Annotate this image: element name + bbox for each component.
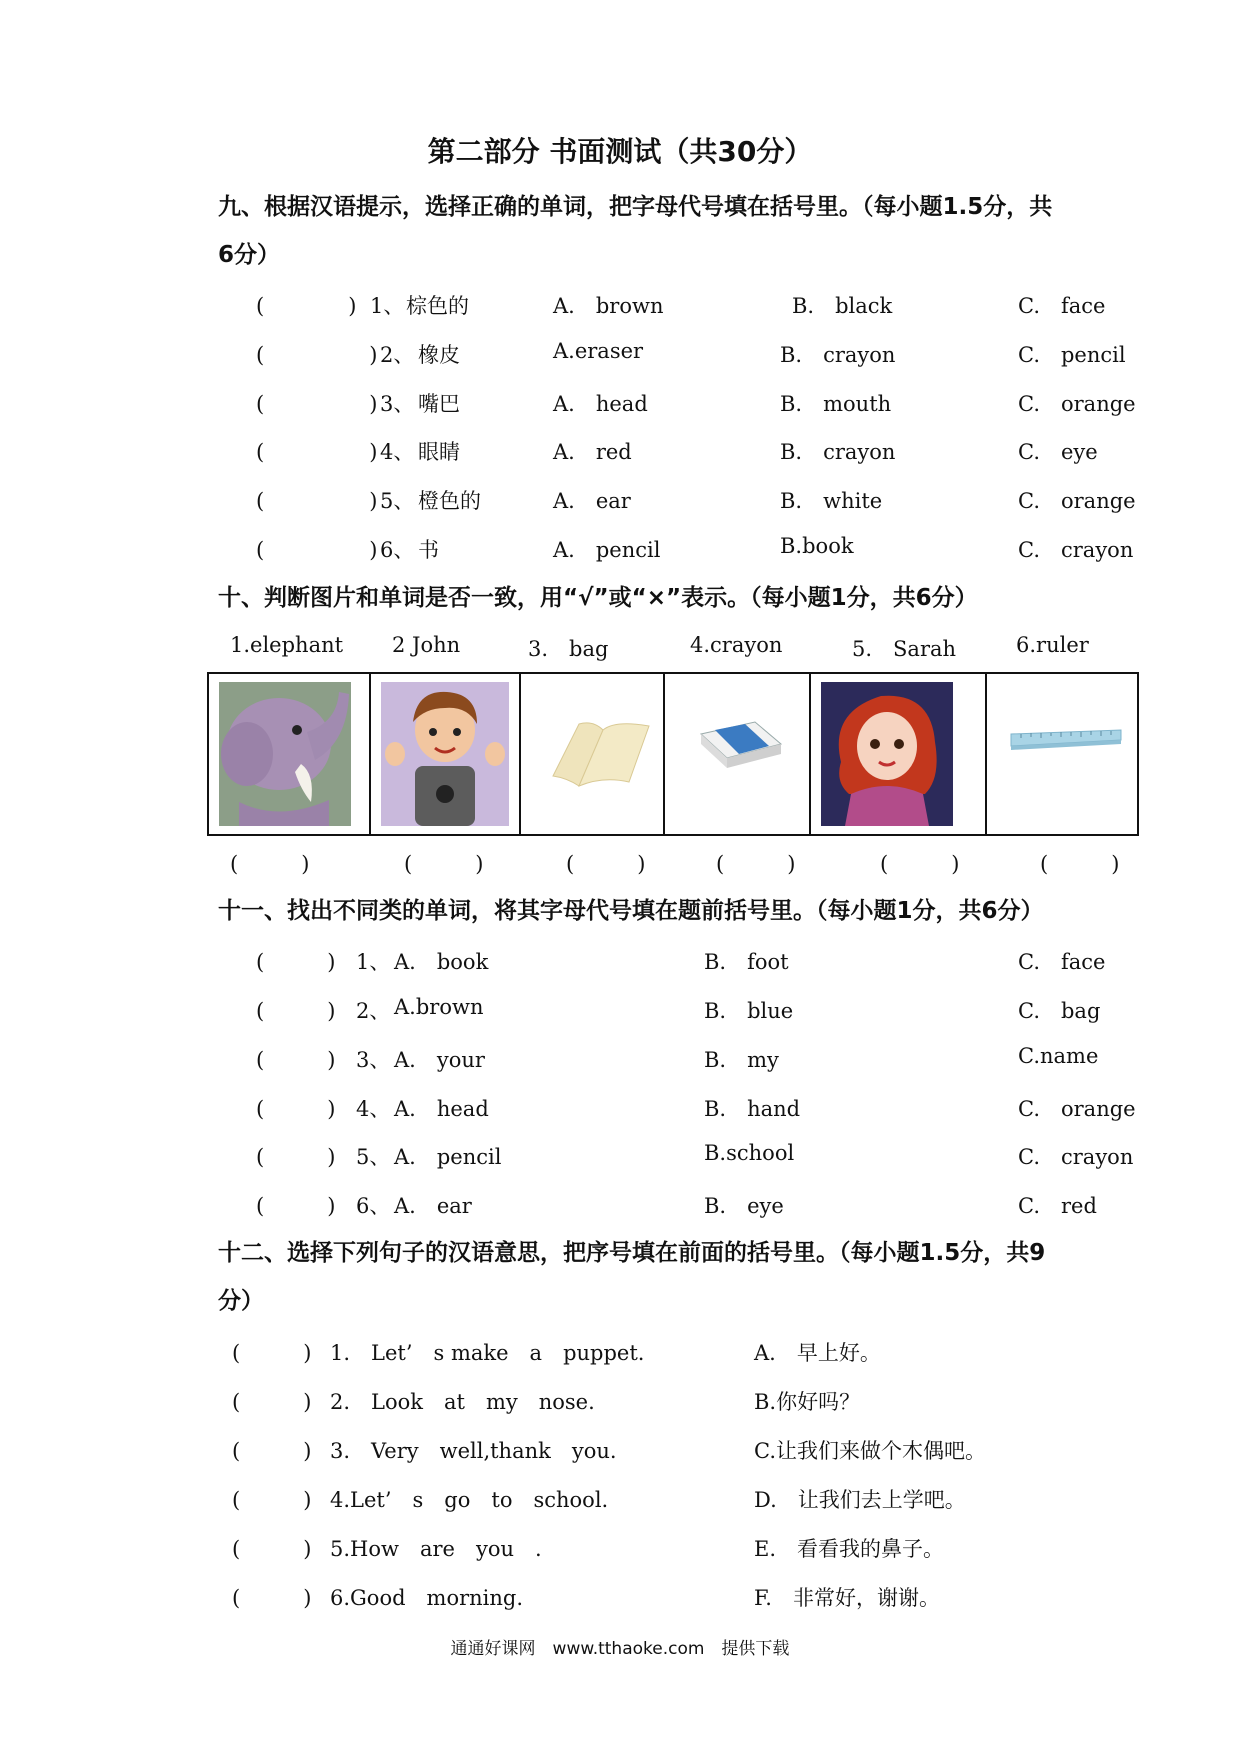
option-c: C. pencil — [1018, 343, 1126, 367]
answer-blank[interactable]: ( ) — [256, 343, 378, 367]
section-12-heading-line2: 分） — [218, 1288, 264, 1314]
book-picture — [549, 716, 653, 790]
option-a: A. your — [394, 1048, 485, 1072]
chinese-hint: 嘴巴 — [418, 392, 460, 416]
option-b: B. blue — [704, 999, 794, 1023]
girl-picture — [821, 682, 953, 826]
answer-blank[interactable]: ( ) — [880, 852, 960, 876]
answer-blank[interactable]: ( ) — [232, 1488, 312, 1512]
option-c: C. eye — [1018, 440, 1098, 464]
question-number: 5、 — [380, 489, 415, 513]
picture-word-label: 2 John — [392, 633, 461, 657]
option-b: B.school — [704, 1141, 795, 1165]
question-row — [0, 1190, 1240, 1220]
option-b: B. eye — [704, 1194, 784, 1218]
question-number: 4、 — [356, 1097, 391, 1121]
picture-cell — [665, 674, 811, 834]
chinese-meaning: F. 非常好，谢谢。 — [754, 1586, 940, 1610]
option-a: A. head — [394, 1097, 489, 1121]
chinese-meaning: B.你好吗？ — [754, 1390, 861, 1414]
answer-blank[interactable]: ( ) — [716, 852, 796, 876]
option-c: C. orange — [1018, 489, 1136, 513]
picture-word-label: 6.ruler — [1016, 633, 1089, 657]
question-number: 6、 — [380, 538, 415, 562]
question-row — [0, 339, 1240, 369]
option-b: B. mouth — [780, 392, 892, 416]
option-a: A. red — [553, 440, 632, 464]
option-b: B. crayon — [780, 440, 896, 464]
picture-word-label: 4.crayon — [690, 633, 783, 657]
elephant-picture — [219, 682, 351, 826]
option-a: A. brown — [553, 294, 664, 318]
question-number: 2、 — [356, 999, 391, 1023]
chinese-hint: 橡皮 — [418, 343, 460, 367]
option-a: A. pencil — [394, 1145, 502, 1169]
chinese-hint: 书 — [418, 538, 439, 562]
answer-blank[interactable]: ( ) — [566, 852, 646, 876]
option-a: A. head — [553, 392, 648, 416]
answer-blank[interactable]: ( ) — [256, 294, 357, 318]
option-a: A. pencil — [553, 538, 661, 562]
question-row — [0, 1386, 1240, 1416]
option-c: C. face — [1018, 294, 1106, 318]
answer-blank[interactable]: ( ) — [256, 1048, 336, 1072]
chinese-hint: 棕色的 — [406, 294, 469, 318]
english-sentence: 4.Let’ s go to school. — [330, 1488, 609, 1512]
option-a: A.eraser — [553, 339, 644, 363]
eraser-picture — [695, 714, 785, 774]
option-a: A. ear — [553, 489, 631, 513]
english-sentence: 5.How are you . — [330, 1537, 542, 1561]
section-12-heading-line1: 十二、选择下列句子的汉语意思，把序号填在前面的括号里。（每小题1.5分，共9 — [218, 1240, 1046, 1266]
question-row — [0, 1533, 1240, 1563]
picture-cell — [811, 674, 987, 834]
answer-blank[interactable]: ( ) — [256, 1145, 336, 1169]
question-row — [0, 534, 1240, 564]
option-c: C.name — [1018, 1044, 1099, 1068]
question-number: 4、 — [380, 440, 415, 464]
question-number: 1、 — [370, 294, 405, 318]
section-9-heading-line2: 6分） — [218, 242, 281, 268]
question-number: 2、 — [380, 343, 415, 367]
section-10-heading: 十、判断图片和单词是否一致，用“√”或“×”表示。（每小题1分，共6分） — [218, 585, 978, 611]
question-row — [0, 436, 1240, 466]
question-row — [0, 388, 1240, 418]
english-sentence: 1. Let’ s make a puppet. — [330, 1341, 645, 1365]
question-row — [0, 1582, 1240, 1612]
option-c: C. bag — [1018, 999, 1101, 1023]
option-c: C. orange — [1018, 1097, 1136, 1121]
option-b: B.book — [780, 534, 854, 558]
picture-word-label: 1.elephant — [230, 633, 344, 657]
answer-blank[interactable]: ( ) — [256, 1194, 336, 1218]
answer-blank[interactable]: ( ) — [256, 392, 378, 416]
answer-blank[interactable]: ( ) — [256, 950, 336, 974]
picture-cell — [521, 674, 665, 834]
answer-blank[interactable]: ( ) — [232, 1341, 312, 1365]
question-number: 3、 — [356, 1048, 391, 1072]
english-sentence: 3. Very well,thank you. — [330, 1439, 617, 1463]
question-number: 3、 — [380, 392, 415, 416]
question-number: 6、 — [356, 1194, 391, 1218]
option-c: C. crayon — [1018, 538, 1134, 562]
option-a: A.brown — [394, 995, 484, 1019]
answer-blank[interactable]: ( ) — [232, 1537, 312, 1561]
option-c: C. orange — [1018, 392, 1136, 416]
chinese-meaning: D. 让我们去上学吧。 — [754, 1488, 966, 1512]
section-9-heading — [218, 183, 1138, 279]
answer-blank[interactable]: ( ) — [1040, 852, 1120, 876]
boy-picture — [381, 682, 509, 826]
answer-blank[interactable]: ( ) — [256, 489, 378, 513]
option-c: C. crayon — [1018, 1145, 1134, 1169]
question-row — [0, 1141, 1240, 1171]
answer-blank[interactable]: ( ) — [404, 852, 484, 876]
answer-blank[interactable]: ( ) — [232, 1390, 312, 1414]
answer-blank[interactable]: ( ) — [256, 538, 378, 562]
chinese-meaning: A. 早上好。 — [754, 1341, 881, 1365]
option-b: B. white — [780, 489, 883, 513]
option-b: B. hand — [704, 1097, 801, 1121]
section-12-heading — [218, 1229, 1138, 1325]
option-c: C. face — [1018, 950, 1106, 974]
chinese-meaning: C.让我们来做个木偶吧。 — [754, 1439, 986, 1463]
option-c: C. red — [1018, 1194, 1097, 1218]
picture-word-label: 3. bag — [528, 637, 609, 661]
option-b: B. crayon — [780, 343, 896, 367]
picture-word-label: 5. Sarah — [852, 637, 957, 661]
answer-blank[interactable]: ( ) — [256, 1097, 336, 1121]
footer-credit: 通通好课网 www.tthaoke.com 提供下载 — [450, 1639, 790, 1659]
picture-cell — [987, 674, 1137, 834]
answer-blank[interactable]: ( ) — [256, 440, 378, 464]
question-number: 5、 — [356, 1145, 391, 1169]
answer-blank[interactable]: ( ) — [256, 999, 336, 1023]
section-9-heading-line1: 九、根据汉语提示，选择正确的单词，把字母代号填在括号里。（每小题1.5分，共 — [218, 194, 1053, 220]
option-a: A. ear — [394, 1194, 472, 1218]
page-title: 第二部分 书面测试（共30分） — [427, 135, 813, 168]
chinese-meaning: E. 看看我的鼻子。 — [754, 1537, 945, 1561]
question-row — [0, 1484, 1240, 1514]
picture-cell — [209, 674, 371, 834]
chinese-hint: 橙色的 — [418, 489, 481, 513]
picture-cell — [371, 674, 521, 834]
question-row — [0, 485, 1240, 515]
english-sentence: 2. Look at my nose. — [330, 1390, 595, 1414]
question-row — [0, 995, 1240, 1025]
question-row — [0, 946, 1240, 976]
answer-blank[interactable]: ( ) — [230, 852, 310, 876]
question-number: 1、 — [356, 950, 391, 974]
english-sentence: 6.Good morning. — [330, 1586, 524, 1610]
question-row — [0, 1044, 1240, 1074]
question-row — [0, 1093, 1240, 1123]
option-b: B. my — [704, 1048, 779, 1072]
chinese-hint: 眼睛 — [418, 440, 460, 464]
section-11-heading: 十一、找出不同类的单词，将其字母代号填在题前括号里。（每小题1分，共6分） — [218, 898, 1044, 924]
option-b: B. foot — [704, 950, 789, 974]
picture-table — [207, 672, 1139, 836]
option-a: A. book — [394, 950, 489, 974]
answer-blank[interactable]: ( ) — [232, 1586, 312, 1610]
option-b: B. black — [792, 294, 893, 318]
ruler-picture — [1009, 726, 1123, 752]
answer-blank[interactable]: ( ) — [232, 1439, 312, 1463]
question-row — [0, 1435, 1240, 1465]
question-row — [0, 1337, 1240, 1367]
question-row — [0, 290, 1240, 320]
